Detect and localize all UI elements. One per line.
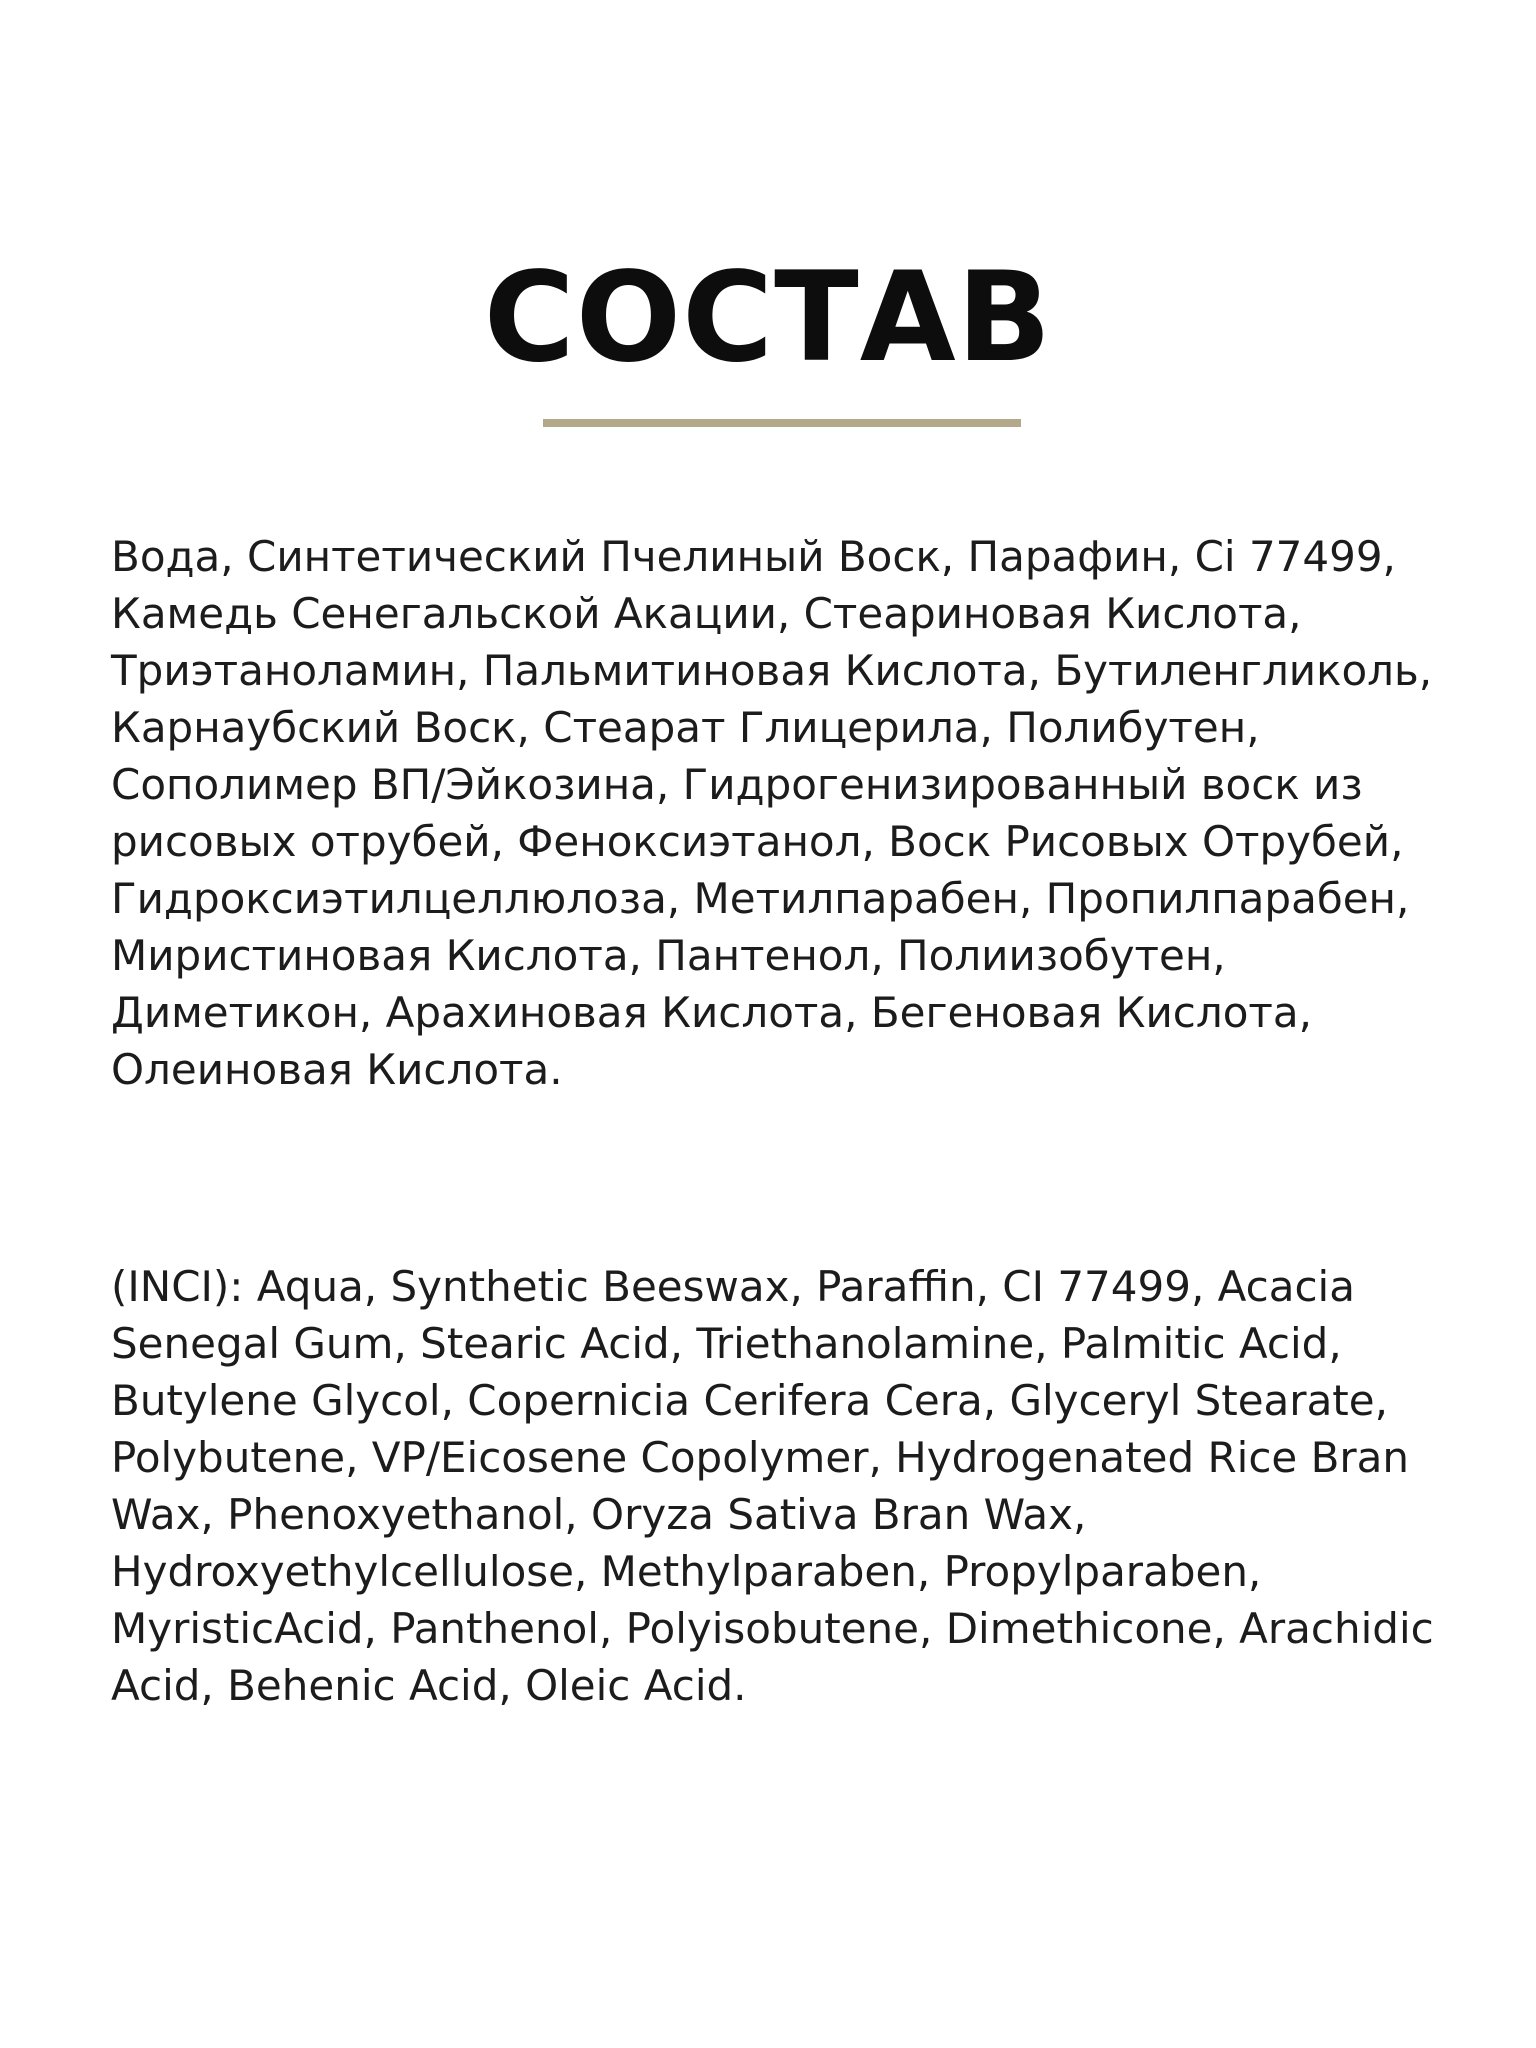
title-divider <box>543 419 1021 427</box>
page-title: СОСТАВ <box>483 246 1053 390</box>
ingredients-inci-text: (INCI): Aqua, Synthetic Beeswax, Paraffin, CI 77499, Acacia Senegal Gum, Stearic Acid, Triethanolamine, Palmitic Acid, Butylene Glycol, Copernicia Cerifera Cera, Glyceryl Stearate, Polybutene, VP/Eicosene Copolymer, Hydrogenated Rice Bran Wax, Phenoxyethanol, Oryza Sativa Bran Wax, Hydroxyethylcellulose, Methylparaben, Propylparaben, MyristicAcid, Panthenol, Polyisobutene, Dimethicone, Arachidic Acid, Behenic Acid, Oleic Acid. <box>111 1262 1434 1710</box>
ingredients-ru-text: Вода, Синтетический Пчелиный Воск, Парафин, Ci 77499, Камедь Сенегальской Акации, Стеариновая Кислота, Триэтаноламин, Пальмитиновая Кислота, Бутиленгликоль, Карнаубский Воск, Стеарат Глицерила, Полибутен, Сополимер ВП/Эйкозина, Гидрогенизированный воск из рисовых отрубей, Феноксиэтанол, Воск Рисовых Отрубей, Гидроксиэтилцеллюлоза, Метилпарабен, Пропилпарабен, Миристиновая Кислота, Пантенол, Полиизобутен, Диметикон, Арахиновая Кислота, Бегеновая Кислота, Олеиновая Кислота. <box>111 532 1433 1094</box>
